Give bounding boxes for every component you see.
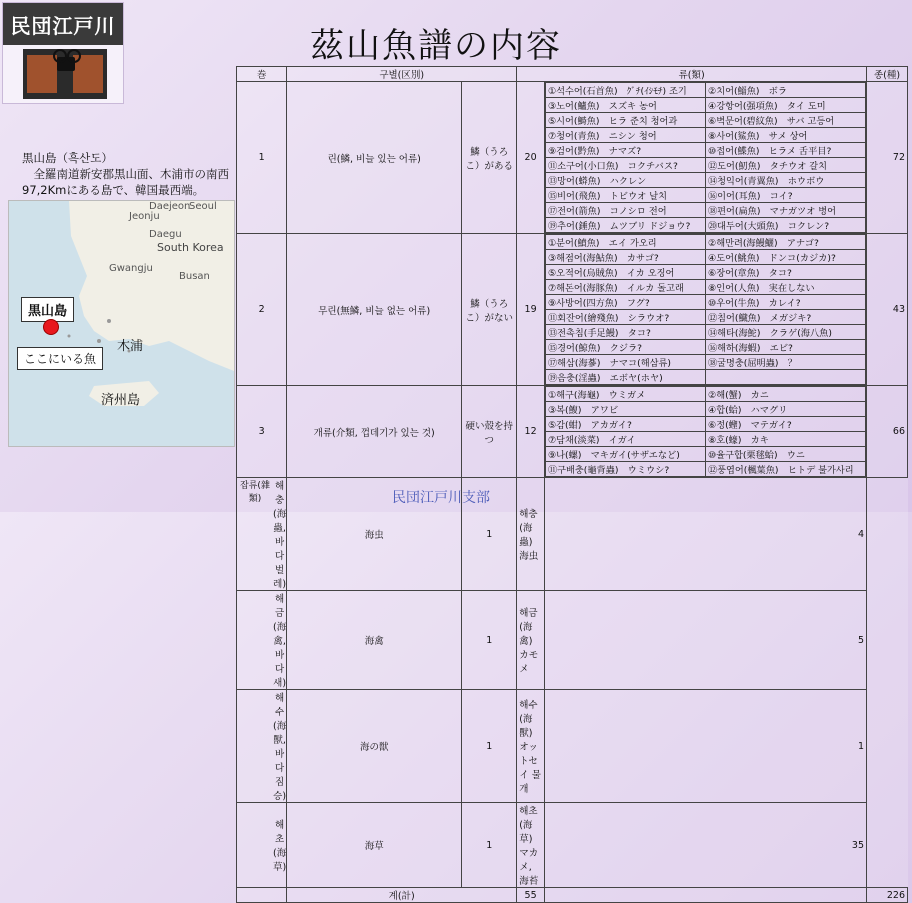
kind-item: ⑪구배충(龜背蟲) ウミウシ?	[545, 462, 705, 477]
kind-item: ⑱편어(扁魚) マナガツオ 병어	[705, 203, 865, 218]
kind-item: ⑧사어(鯊魚) サメ 상어	[705, 128, 865, 143]
kind-item: ⑭해타(海鮀) クラゲ(海八魚)	[705, 325, 865, 340]
row-category: 무린(無鱗, 비늘 없는 어류)	[287, 234, 462, 386]
misc-detail: 해금(海禽) カモメ	[517, 591, 545, 690]
kind-item: ③복(鰒) アワビ	[545, 402, 705, 417]
kind-item: ⑦해돈어(海豚魚) イルカ 돌고래	[545, 280, 705, 295]
kind-item: ⑤오적어(烏賊魚) イカ 오징어	[545, 265, 705, 280]
kind-item: ⑩율구합(栗毬蛤) ウニ	[705, 447, 865, 462]
row-kind-count: 20	[517, 82, 545, 234]
total-species: 226	[867, 888, 908, 903]
kind-item: ⑱굴명충(屈明蟲) ？	[705, 355, 865, 370]
kind-item: ④강항어(强項魚) タイ 도미	[705, 98, 865, 113]
row-kind-list	[544, 82, 866, 234]
row-species-count: 43	[867, 234, 908, 386]
row-category: 린(鱗, 비늘 있는 어류)	[287, 82, 462, 234]
kind-item: ②치어(鯔魚) ボラ	[705, 83, 865, 98]
kind-item: ⑪소구어(小口魚) コクチバス?	[545, 158, 705, 173]
table-row	[237, 591, 908, 690]
island-label: 黒山島	[21, 297, 74, 322]
header-volume: 巻	[237, 67, 287, 82]
table-header-row	[237, 67, 908, 82]
misc-jp: 海虫	[287, 478, 462, 591]
kind-item: ⑫풍엽어(楓葉魚) ヒトデ 불가사리	[705, 462, 865, 477]
misc-name-cell	[237, 591, 287, 690]
kind-item: ⑰전어(箭魚) コノシロ 전어	[545, 203, 705, 218]
row-category: 개류(介類, 껍데기가 있는 것)	[287, 386, 462, 478]
map-label-seoul: Seoul	[189, 201, 217, 212]
header-category: 구별(区別)	[287, 67, 517, 82]
kind-item	[705, 370, 865, 385]
kind-item: ⑧인어(人魚) 実在しない	[705, 280, 865, 295]
misc-name-cell	[237, 690, 287, 803]
location-marker	[43, 319, 59, 335]
misc-jp: 海禽	[287, 591, 462, 690]
kind-item: ④도어(鮡魚) ドンコ(カジカ)?	[705, 250, 865, 265]
row-species-count: 66	[867, 386, 908, 478]
header-species-count: 종(種)	[867, 67, 908, 82]
kind-item: ⑥벽문어(碧紋魚) サバ 고등어	[705, 113, 865, 128]
kind-item: ⑨사방어(四方魚) フグ?	[545, 295, 705, 310]
row-kind-list	[544, 234, 866, 386]
kind-item: ⑯이어(耳魚) コイ?	[705, 188, 865, 203]
misc-name-cell	[237, 478, 287, 591]
kind-item: ⑫도어(魛魚) タチウオ 갈치	[705, 158, 865, 173]
kind-item: ②해(蟹) カニ	[705, 387, 865, 402]
row-characteristic: 硬い殻を持つ	[462, 386, 517, 478]
kind-item: ①석수어(石首魚) ｸﾞﾁ(ｲｼﾓﾁ) 조기	[545, 83, 705, 98]
kind-item: ⑫침어(鱵魚) メガジキ?	[705, 310, 865, 325]
kind-item: ⑦청어(青魚) ニシン 청어	[545, 128, 705, 143]
misc-species-count: 35	[544, 803, 866, 888]
footer-credit: 民団江戸川支部	[392, 490, 490, 506]
misc-label: 잡류(雜類)	[240, 481, 270, 504]
map-label-gwangju: Gwangju	[109, 263, 153, 274]
row-kind-count: 19	[517, 234, 545, 386]
misc-name-cell	[237, 803, 287, 888]
misc-name: 해수(海獸, 바다짐승)	[273, 693, 287, 802]
kind-item: ⑪회잔어(繪殘魚) シラウオ?	[545, 310, 705, 325]
misc-detail: 해수(海獸) オットセイ 물개	[517, 690, 545, 803]
kind-item: ⑮경어(鯨魚) クジラ?	[545, 340, 705, 355]
table-row	[237, 478, 908, 591]
kind-item: ③해점어(海鮎魚) カサゴ?	[545, 250, 705, 265]
total-kinds: 55	[517, 888, 545, 903]
misc-kind-count: 1	[462, 478, 517, 591]
misc-detail: 해초(海草) マカメ, 海苔	[517, 803, 545, 888]
total-label: 계(計)	[287, 888, 517, 903]
kind-item: ⑨나(螺) マキガイ(サザエなど)	[545, 447, 705, 462]
kind-item: ⑯해하(海蝦) エビ?	[705, 340, 865, 355]
kind-item: ⑦담채(淡菜) イガイ	[545, 432, 705, 447]
here-label: ここにいる魚	[17, 347, 103, 370]
table-row	[237, 386, 908, 478]
film-camera-icon	[23, 49, 107, 99]
kind-item: ⑤감(蚶) アカガイ?	[545, 417, 705, 432]
misc-kind-count: 1	[462, 591, 517, 690]
row-species-count: 72	[867, 82, 908, 234]
row-volume: 1	[237, 82, 287, 234]
kind-item: ⑩접어(鰈魚) ヒラメ 舌平目?	[705, 143, 865, 158]
table-row	[237, 234, 908, 386]
map-label-daejeon: Daejeon	[149, 201, 191, 212]
header-kinds: 류(類)	[517, 67, 867, 82]
total-row	[237, 888, 908, 903]
kind-item: ⑨검어(黔魚) ナマズ?	[545, 143, 705, 158]
kind-item: ①분어(鱝魚) エイ 가오리	[545, 235, 705, 250]
table-row	[237, 690, 908, 803]
island-description	[22, 150, 237, 198]
row-volume: 2	[237, 234, 287, 386]
kind-item: ⑮비어(飛魚) トビウオ 날치	[545, 188, 705, 203]
misc-species-count: 5	[544, 591, 866, 690]
mokpo-label: 木浦	[117, 339, 144, 354]
kind-item: ⑰해삼(海蔘) ナマコ(해삼류)	[545, 355, 705, 370]
misc-species-count: 1	[544, 690, 866, 803]
misc-kind-count: 1	[462, 803, 517, 888]
row-characteristic: 鱗（うろこ）がある	[462, 82, 517, 234]
map-label-south-korea: South Korea	[157, 241, 224, 254]
kind-item: ④합(蛤) ハマグリ	[705, 402, 865, 417]
misc-name: 해초(海草)	[273, 820, 287, 873]
kind-item: ⑧호(蠔) カキ	[705, 432, 865, 447]
kind-item: ⑲추어(錘魚) ムツブリ ドジョウ?	[545, 218, 705, 233]
kind-item: ①해구(海龜) ウミガメ	[545, 387, 705, 402]
fish-content-table	[236, 66, 908, 903]
kind-item: ⑲음충(淫蟲) エボヤ(ホヤ)	[545, 370, 705, 385]
island-text: 全羅南道新安郡黒山面、木浦市の南西97,2Kmにある島で、韓国最西端。	[22, 167, 229, 197]
table-row	[237, 82, 908, 234]
row-volume: 3	[237, 386, 287, 478]
slide-title: 茲山魚譜の内容	[310, 26, 562, 66]
misc-jp: 海の獣	[287, 690, 462, 803]
row-kind-count: 12	[517, 386, 545, 478]
kind-item: ③노어(鱸魚) スズキ 농어	[545, 98, 705, 113]
row-characteristic: 鱗（うろこ）がない	[462, 234, 517, 386]
row-kind-list	[544, 386, 866, 478]
kind-item: ⑤시어(鰣魚) ヒラ 준치 청어과	[545, 113, 705, 128]
misc-kind-count: 1	[462, 690, 517, 803]
kind-item: ⑳대두어(大頭魚) コクレン?	[705, 218, 865, 233]
kind-item: ⑭청익어(青翼魚) ホウボウ	[705, 173, 865, 188]
kind-item: ②해만려(海鰻鱺) アナゴ?	[705, 235, 865, 250]
jeju-label: 済州島	[101, 393, 141, 408]
map-label-busan: Busan	[179, 271, 210, 282]
logo-text: 民団江戸川	[3, 3, 123, 45]
island-heading: 黒山島（흑산도）	[22, 151, 113, 165]
korea-map	[8, 200, 235, 447]
logo	[2, 2, 124, 104]
misc-name: 해금(海禽, 바다새)	[273, 594, 287, 689]
misc-name: 해충(海蟲, 바다벌레)	[273, 481, 287, 590]
kind-item: ⑥장어(章魚) タコ?	[705, 265, 865, 280]
kind-item: ⑬망어(蟒魚) ハクレン	[545, 173, 705, 188]
kind-item: ⑬전촉침(手足鰻) タコ?	[545, 325, 705, 340]
map-label-daegu: Daegu	[149, 229, 182, 240]
misc-species-count: 4	[544, 478, 866, 591]
kind-item: ⑥정(蟶) マテガイ?	[705, 417, 865, 432]
misc-detail: 해충(海蟲) 海虫	[517, 478, 545, 591]
misc-jp: 海草	[287, 803, 462, 888]
kind-item: ⑩우어(牛魚) カレイ?	[705, 295, 865, 310]
table-row	[237, 803, 908, 888]
map-label-jeonju: Jeonju	[129, 211, 160, 222]
